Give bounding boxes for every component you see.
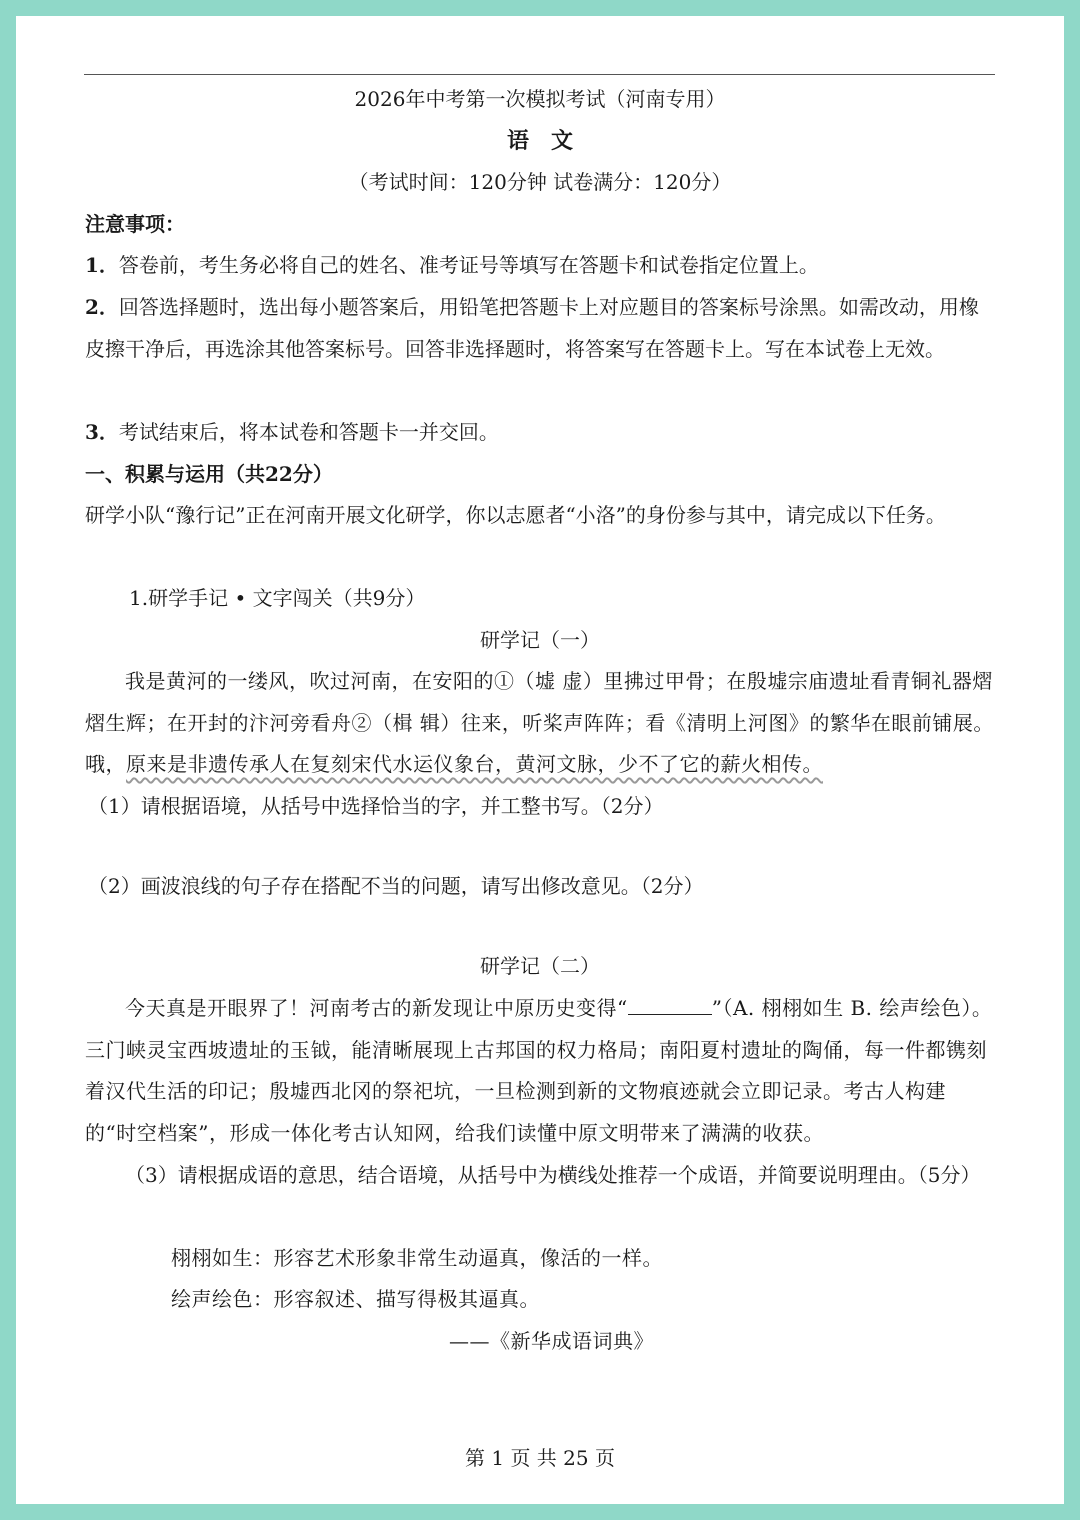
subject-title: 语 文 xyxy=(506,128,573,154)
study-note-2-title: 研学记（二） xyxy=(480,954,600,978)
question-1-3: （3）请根据成语的意思，结合语境，从括号中为横线处推荐一个成语，并简要说明理由。（5分） xyxy=(125,1163,981,1187)
question-1-2: （2）画波浪线的句子存在搭配不当的问题，请写出修改意见。（2分） xyxy=(88,874,704,898)
fill-blank xyxy=(628,992,712,1015)
exam-page xyxy=(16,16,1064,1504)
section-heading: 一、积累与运用（共22分） xyxy=(85,462,333,486)
note-2-body-start: 今天真是开眼界了！河南考古的新发现让中原历史变得“ xyxy=(125,996,628,1020)
header-rule xyxy=(84,74,995,75)
study-note-1-title: 研学记（一） xyxy=(480,628,600,652)
note-text: 答卷前，考生务必将自己的姓名、准考证号等填写在答题卡和试卷指定位置上。 xyxy=(118,253,819,277)
exam-title: 2026年中考第一次模拟考试（河南专用） xyxy=(354,87,726,111)
note-item-1 xyxy=(85,245,996,287)
notes-heading: 注意事项： xyxy=(85,212,185,236)
question-1-title: 1.研学手记 • 文字闯关（共9分） xyxy=(129,586,426,610)
note-text: 考试结束后，将本试卷和答题卡一并交回。 xyxy=(118,420,499,444)
note-1-body: 我是黄河的一缕风，吹过河南，在安阳的①（墟 虚）里拂过甲骨；在殷墟宗庙遗址看青铜礼器熠熠生辉；在开封的汴河旁看舟②（楫 辑）往来，听桨声阵阵；看《清明上河图》的繁华在眼前铺展。哦， xyxy=(85,669,994,776)
page-number: 第 1 页 共 25 页 xyxy=(465,1446,615,1470)
note-item-2 xyxy=(85,287,996,370)
note-number: 1． xyxy=(85,253,119,277)
note-2-body-rest: ”（A. 栩栩如生 B. 绘声绘色）。三门峡灵宝西坡遗址的玉钺，能清晰展现上古邦国的权力格局；南阳夏村遗址的陶俑，每一件都镌刻着汉代生活的印记；殷墟西北冈的祭祀坑，一旦检测到新的文物痕迹就会立即记录。考古人构建的“时空档案”，形成一体化考古认知网，给我们读懂中原文明带来了满满的收获。 xyxy=(85,996,993,1145)
note-item-3 xyxy=(85,412,996,454)
wavy-underlined-sentence: 原来是非遗传承人在复刻宋代水运仪象台，黄河文脉，少不了它的薪火相传。 xyxy=(126,752,823,776)
idiom-definition-1: 栩栩如生：形容艺术形象非常生动逼真，像活的一样。 xyxy=(171,1246,663,1270)
note-number: 3． xyxy=(85,420,119,444)
study-note-2-text xyxy=(85,988,996,1154)
note-number: 2． xyxy=(85,295,119,319)
dictionary-source: ——《新华成语词典》 xyxy=(449,1329,654,1353)
note-text: 回答选择题时，选出每小题答案后，用铅笔把答题卡上对应题目的答案标号涂黑。如需改动，用橡皮擦干净后，再选涂其他答案标号。回答非选择题时，将答案写在答题卡上。写在本试卷上无效。 xyxy=(85,295,979,361)
section-intro: 研学小队“豫行记”正在河南开展文化研学，你以志愿者“小洛”的身份参与其中，请完成以下任务。 xyxy=(85,503,946,527)
idiom-definition-2: 绘声绘色：形容叙述、描写得极其逼真。 xyxy=(171,1287,540,1311)
exam-time-info: （考试时间：120分钟 试卷满分：120分） xyxy=(348,170,732,194)
question-1-1: （1）请根据语境，从括号中选择恰当的字，并工整书写。（2分） xyxy=(88,794,664,818)
study-note-1-text xyxy=(85,661,996,786)
